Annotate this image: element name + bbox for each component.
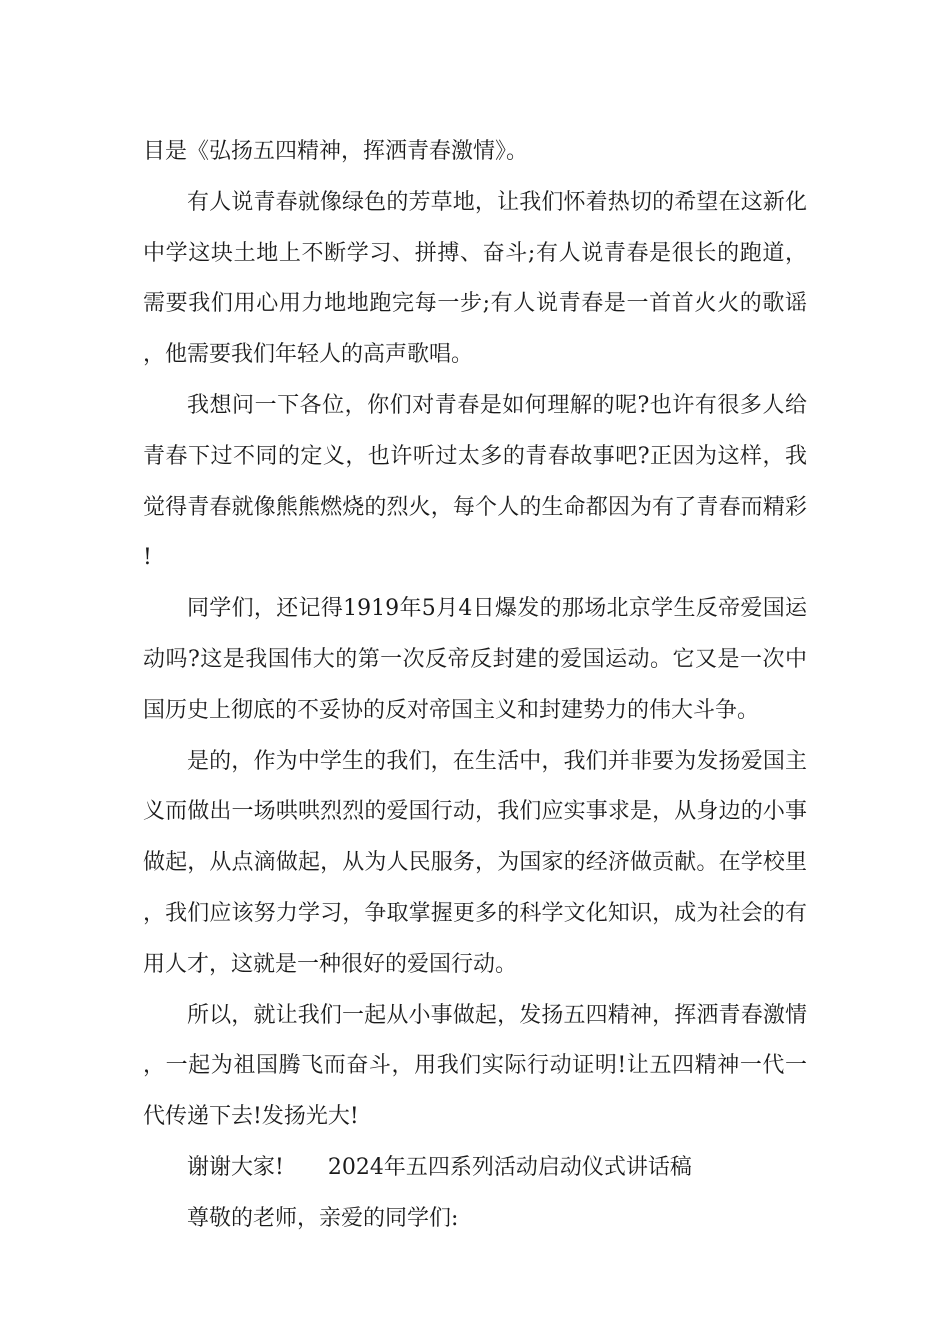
paragraph-greeting: 尊敬的老师，亲爱的同学们: [187, 1205, 459, 1231]
paragraph-thanks-and-next-title [143, 1143, 807, 1194]
paragraph-may-fourth-history: 同学们，还记得1919年5月4日爆发的那场北京学生反帝爱国运动吗?这是我国伟大的第一次反帝反封建的爱国运动。它又是一次中国历史上彻底的不妥协的反对帝国主义和封建势力的伟大斗争。 [143, 596, 807, 723]
paragraph-youth-metaphors: 有人说青春就像绿色的芳草地，让我们怀着热切的希望在这新化中学这块土地上不断学习、拼搏、奋斗;有人说青春是很长的跑道，需要我们用心用力地地跑完每一步;有人说青春是一首首火火的歌谣，他需要我们年轻人的高声歌唱。 [143, 189, 807, 368]
thanks-text: 谢谢大家! [187, 1154, 284, 1180]
paragraph-youth-question: 我想问一下各位，你们对青春是如何理解的呢?也许有很多人给青春下过不同的定义，也许听过太多的青春故事吧?正因为这样，我觉得青春就像熊熊燃烧的烈火，每个人的生命都因为有了青春而精彩! [143, 392, 807, 571]
paragraph-student-patriotism: 是的，作为中学生的我们，在生活中，我们并非要为发扬爱国主义而做出一场哄哄烈烈的爱国行动，我们应实事求是，从身边的小事做起，从点滴做起，从为人民服务，为国家的经济做贡献。在学校里，我们应该努力学习，争取掌握更多的科学文化知识，成为社会的有用人才，这就是一种很好的爱国行动。 [143, 748, 807, 977]
paragraph-title-continuation: 目是《弘扬五四精神，挥洒青春激情》。 [143, 139, 529, 164]
paragraph-call-to-action: 所以，就让我们一起从小事做起，发扬五四精神，挥洒青春激情，一起为祖国腾飞而奋斗，用我们实际行动证明!让五四精神一代一代传递下去!发扬光大! [143, 1002, 807, 1130]
document-body [143, 127, 807, 1245]
next-speech-title: 2024年五四系列活动启动仪式讲话稿 [327, 1154, 692, 1180]
